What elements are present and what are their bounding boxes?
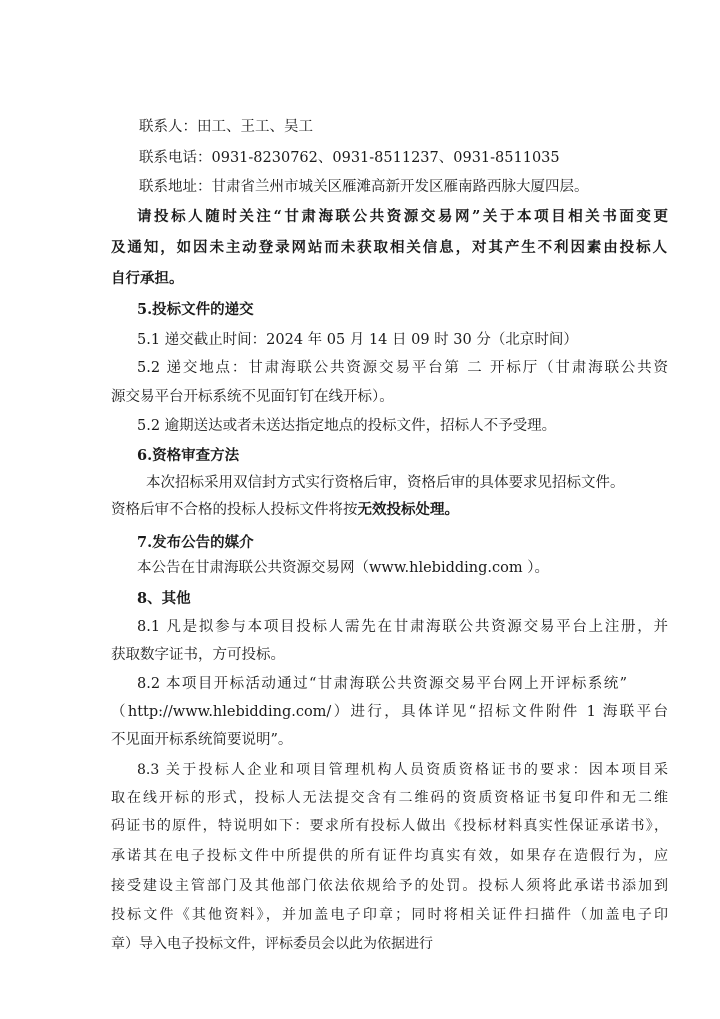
- section-7-heading: 7.发布公告的媒介: [137, 534, 254, 551]
- notice-line: 及通知，如因未主动登录网站而未获取相关信息，对其产生不利因素由投标人: [111, 239, 667, 256]
- section-5-1: 5.1 递交截止时间：2024 年 05 月 14 日 09 时 30 分（北京时间）: [137, 332, 578, 348]
- contact-person: 联系人：田工、王工、吴工: [139, 119, 313, 135]
- section-6-text: 资格后审不合格的投标人投标文件将按: [111, 502, 358, 518]
- section-5-2-line: 5.2 递交地点：甘肃海联公共资源交易平台第 二 开标厅（甘肃海联公共资: [137, 360, 668, 376]
- section-8-3-line: 取在线开标的形式，投标人无法提交含有二维码的资质资格证书复印件和无二维: [111, 790, 668, 806]
- section-5-heading: 5.投标文件的递交: [137, 301, 254, 318]
- section-8-3-line: 码证书的原件，特说明如下：要求所有投标人做出《投标材料真实性保证承诺书》，: [111, 818, 668, 834]
- contact-phone: 联系电话：0931-8230762、0931-8511237、0931-8511035: [139, 150, 560, 166]
- section-8-2-line: 8.2 本项目开标活动通过“甘肃海联公共资源交易平台网上开评标系统”: [137, 676, 627, 692]
- section-7-line: 本公告在甘肃海联公共资源交易网（www.hlebidding.com ）。: [137, 560, 549, 576]
- section-6-line: 本次招标采用双信封方式实行资格后审，资格后审的具体要求见招标文件。: [146, 475, 625, 491]
- section-8-3-line: 投标文件《其他资料》，并加盖电子印章；同时将相关证件扫描件（加盖电子印: [111, 907, 668, 923]
- section-6-heading: 6.资格审查方法: [137, 447, 240, 464]
- section-8-2-line: 不见面开标系统简要说明”。: [111, 732, 293, 748]
- section-8-2-line: （http://www.hlebidding.com/）进行，具体详见“招标文件附件 1 海联平台: [111, 704, 668, 720]
- section-6-line: [111, 500, 459, 520]
- section-8-3-line: 章）导入电子投标文件，评标委员会以此为依据进行: [111, 936, 433, 952]
- invalid-bid-emphasis: 无效投标处理。: [357, 501, 459, 518]
- section-8-heading: 8、其他: [137, 590, 191, 607]
- section-5-3: 5.2 逾期送达或者未送达指定地点的投标文件，招标人不予受理。: [137, 418, 557, 434]
- section-8-3-line: 接受建设主管部门及其他部门依法依规给予的处罚。投标人须将此承诺书添加到: [111, 878, 668, 894]
- notice-line: 请投标人随时关注“甘肃海联公共资源交易网”关于本项目相关书面变更: [137, 208, 668, 225]
- section-8-1-line: 获取数字证书，方可投标。: [111, 647, 285, 663]
- section-8-3-line: 承诺其在电子投标文件中所提供的所有证件均真实有效，如果存在造假行为，应: [111, 848, 668, 864]
- section-8-1-line: 8.1 凡是拟参与本项目投标人需先在甘肃海联公共资源交易平台上注册，并: [137, 619, 668, 635]
- section-8-3-line: 8.3 关于投标人企业和项目管理机构人员资质资格证书的要求：因本项目采: [137, 762, 668, 778]
- contact-address: 联系地址：甘肃省兰州市城关区雁滩高新开发区雁南路西脉大厦四层。: [139, 179, 589, 195]
- section-5-2-line: 源交易平台开标系统不见面钉钉在线开标）。: [111, 389, 394, 405]
- notice-line: 自行承担。: [111, 270, 184, 287]
